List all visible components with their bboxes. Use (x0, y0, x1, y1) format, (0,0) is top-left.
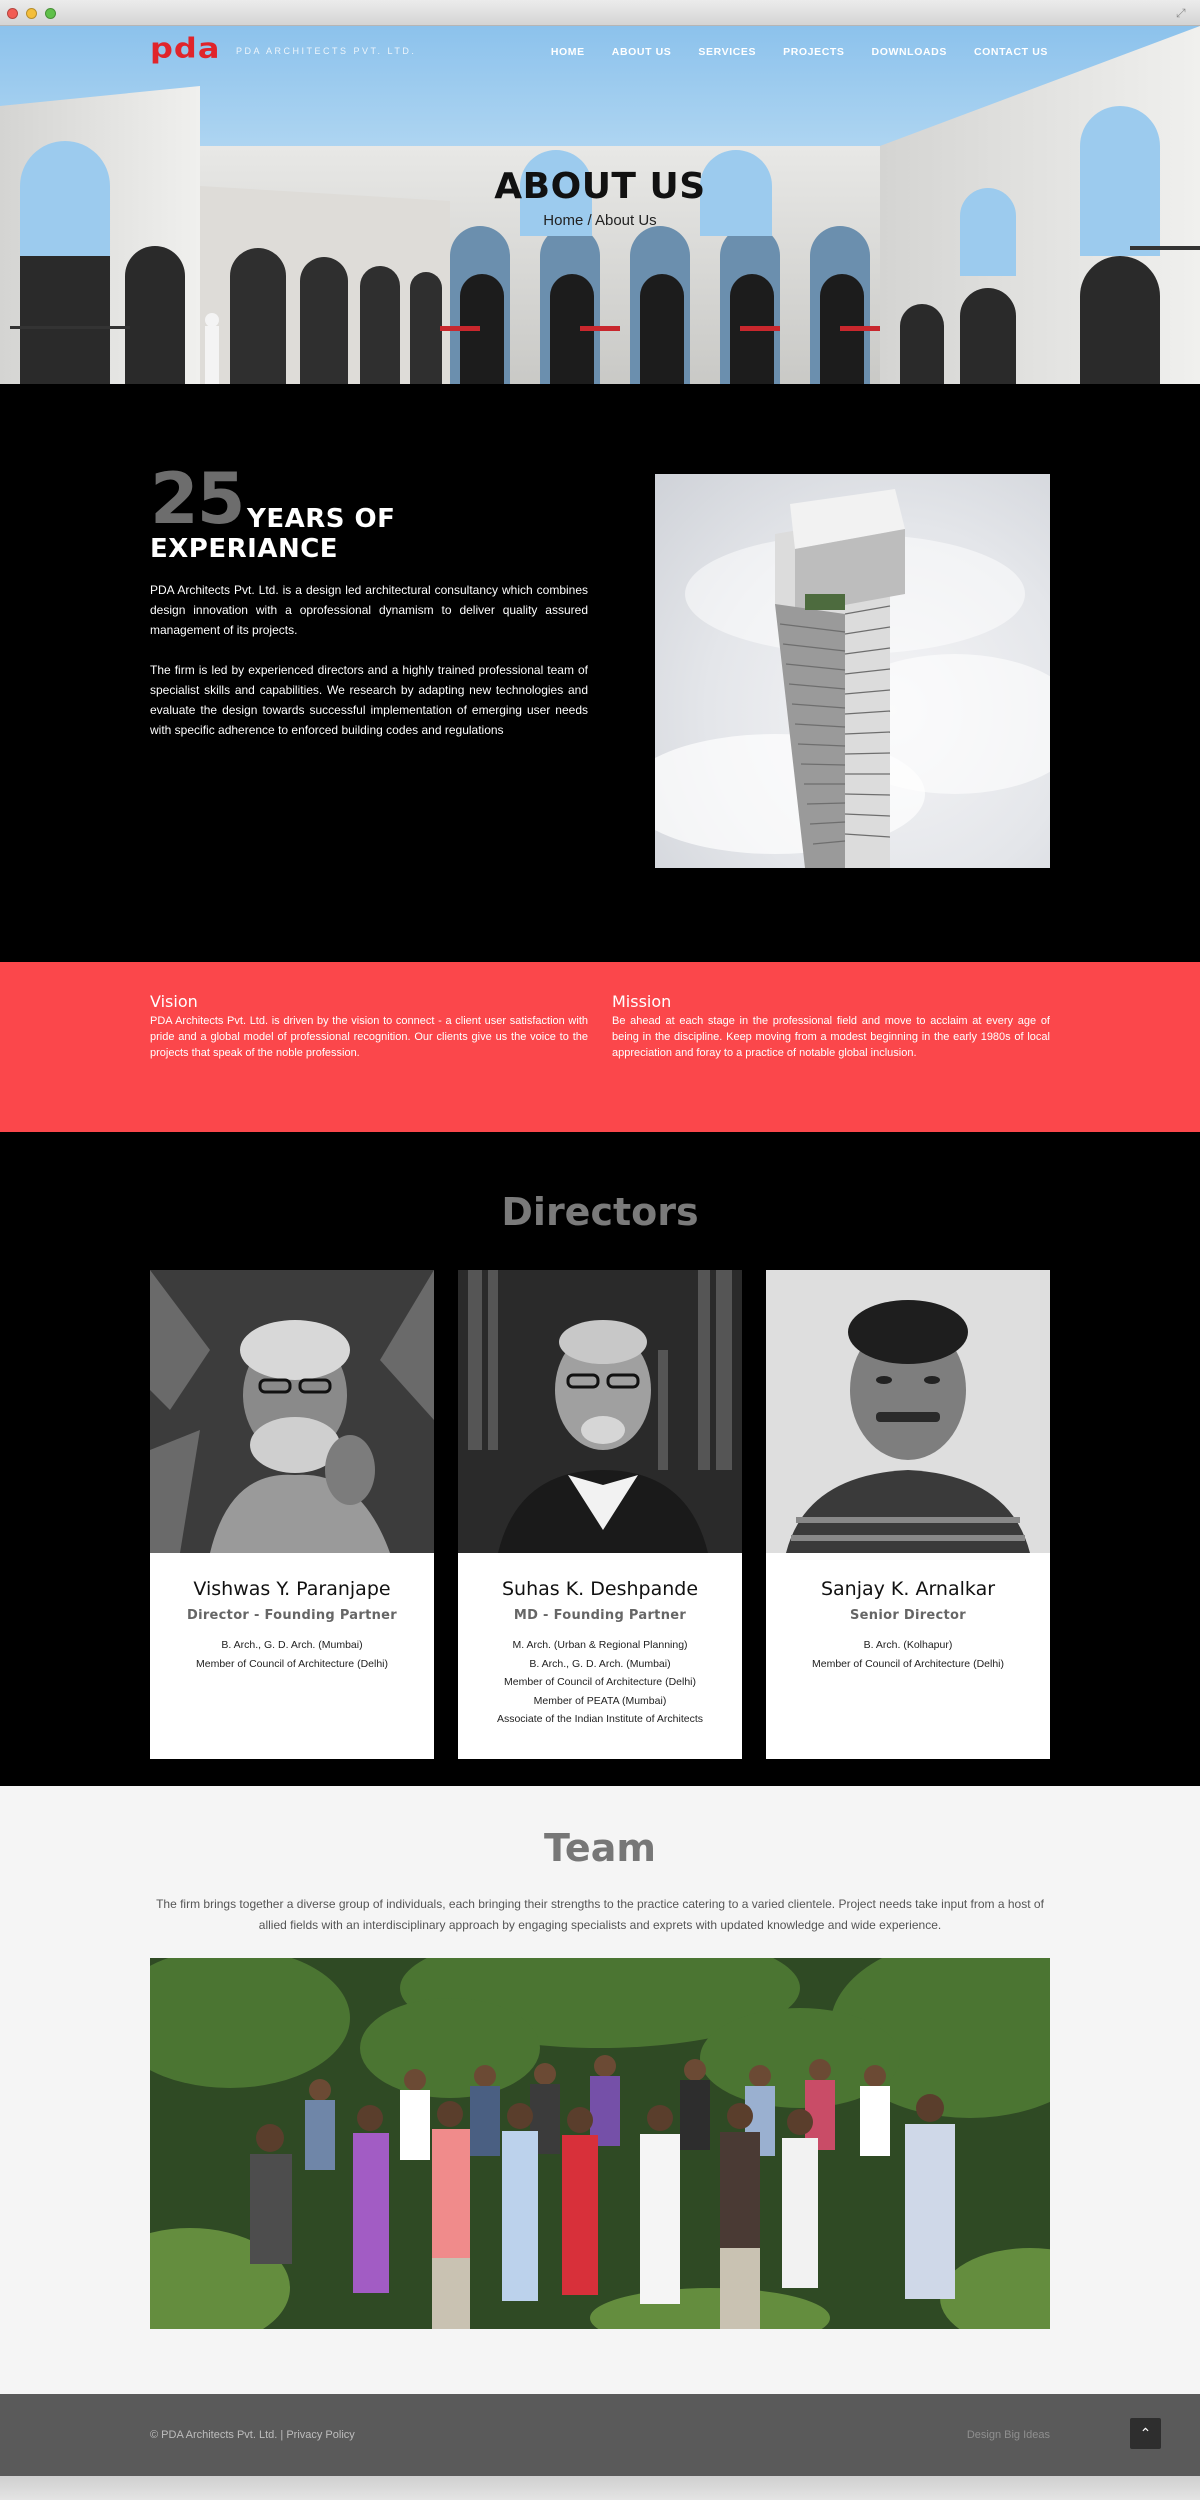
experience-label: EXPERIANCE (150, 534, 339, 564)
browser-titlebar (0, 0, 1200, 26)
director-card (766, 1270, 1050, 1759)
footer-left (150, 2429, 355, 2441)
nav-contact-us[interactable]: CONTACT US (973, 46, 1048, 58)
window-close-button[interactable] (7, 8, 18, 19)
window-zoom-button[interactable] (45, 8, 56, 19)
window-minimize-button[interactable] (26, 8, 37, 19)
mission-title: Mission (612, 992, 672, 1011)
logo-text: PDA ARCHITECTS PVT. LTD. (236, 46, 417, 56)
page (0, 26, 1200, 2476)
years-number: 25 (150, 458, 244, 540)
chevron-up-icon: ⌃ (1139, 2425, 1152, 2441)
nav-home[interactable]: HOME (550, 46, 585, 58)
breadcrumb[interactable]: Home / About Us (543, 212, 657, 229)
page-title: ABOUT US (494, 166, 706, 207)
credential-item: Member of Council of Architecture (Delhi) (504, 1676, 696, 1688)
vision-block (150, 992, 588, 1061)
credential-item: B. Arch., G. D. Arch. (Mumbai) (529, 1657, 671, 1670)
nav-services[interactable]: SERVICES (698, 46, 757, 58)
directors-section (0, 1132, 1200, 1786)
director-name: Sanjay K. Arnalkar (820, 1578, 996, 1600)
director-card (458, 1270, 742, 1759)
director-photo (766, 1270, 1050, 1553)
tower-render-image (655, 474, 1050, 868)
team-section (0, 1786, 1200, 2394)
vision-text: PDA Architects Pvt. Ltd. is driven by the vision to connect - a client user satisfaction with pride and a global model of professional recognition. Our clients give us the voice to the projects that speak of the noble profession. (150, 1015, 588, 1059)
fullscreen-icon[interactable]: ⤢ (1176, 6, 1186, 20)
team-title: Team (544, 1826, 656, 1870)
vision-mission-section (0, 962, 1200, 1132)
privacy-policy-link[interactable]: Privacy Policy (286, 2429, 355, 2441)
hero-banner (0, 26, 1200, 384)
nav-downloads[interactable]: DOWNLOADS (871, 46, 947, 58)
site-footer (0, 2394, 1200, 2476)
director-role: Senior Director (850, 1608, 966, 1623)
mission-block (612, 992, 1050, 1061)
credential-item: M. Arch. (Urban & Regional Planning) (512, 1639, 688, 1651)
mission-text: Be ahead at each stage in the professional field and move to acclaim at every age of being in the discipline. Keep moving from a modest beginning in the early 1980s of local appreciation and foray to a practice of notable global inclusion. (612, 1015, 1050, 1059)
years-label: YEARS OF (247, 504, 396, 534)
credential-item: Associate of the Indian Institute of Architects (496, 1713, 704, 1725)
credential-item: Member of PEATA (Mumbai) (533, 1694, 667, 1707)
credential-item: B. Arch., G. D. Arch. (Mumbai) (221, 1639, 363, 1651)
credential-item: Member of Council of Architecture (Delhi) (196, 1657, 388, 1670)
logo-mark: pda (150, 31, 221, 65)
director-name: Suhas K. Deshpande (501, 1578, 699, 1600)
team-description: The firm brings together a diverse group of individuals, each bringing their strengths to the practice catering to a varied clientele. Project needs take input from a host of allied fields with an interdisciplinary approach by engaging specialists and exprets with updated knowledge and wide experience. (156, 1897, 1044, 1932)
director-role: MD - Founding Partner (513, 1608, 687, 1623)
director-name: Vishwas Y. Paranjape (193, 1578, 391, 1600)
nav-about-us[interactable]: ABOUT US (611, 46, 672, 58)
about-section (0, 384, 1200, 962)
footer-tagline: Design Big Ideas (966, 2429, 1050, 2441)
director-credentials (458, 1636, 742, 1729)
back-to-top-button[interactable] (1130, 2418, 1161, 2449)
team-group-photo (150, 1958, 1050, 2329)
director-credentials (766, 1636, 1050, 1673)
browser-bottom-bar (0, 2476, 1200, 2500)
director-photo (458, 1270, 742, 1553)
director-card (150, 1270, 434, 1759)
directors-title: Directors (501, 1190, 699, 1234)
footer-separator: | (280, 2429, 284, 2441)
credential-item: B. Arch. (Kolhapur) (863, 1639, 953, 1651)
about-paragraph-2: The firm is led by experienced directors and a highly trained professional team of specialist skills and capabilities. We research by adapting new technologies and evaluate the design towards successful implementation of emerging user needs with specific adherence to enforced building codes and regulations (150, 663, 588, 737)
credential-item: Member of Council of Architecture (Delhi) (812, 1657, 1004, 1670)
director-role: Director - Founding Partner (187, 1608, 397, 1623)
vision-title: Vision (150, 992, 198, 1011)
main-nav (551, 46, 1048, 58)
nav-projects[interactable]: PROJECTS (783, 46, 845, 58)
about-paragraph-1: PDA Architects Pvt. Ltd. is a design led architectural consultancy which combines design innovation with a oprofessional dynamism to deliver quality assured management of its projects. (150, 583, 588, 637)
director-photo (150, 1270, 434, 1553)
director-credentials (150, 1636, 434, 1673)
copyright-text: © PDA Architects Pvt. Ltd. (150, 2429, 278, 2441)
